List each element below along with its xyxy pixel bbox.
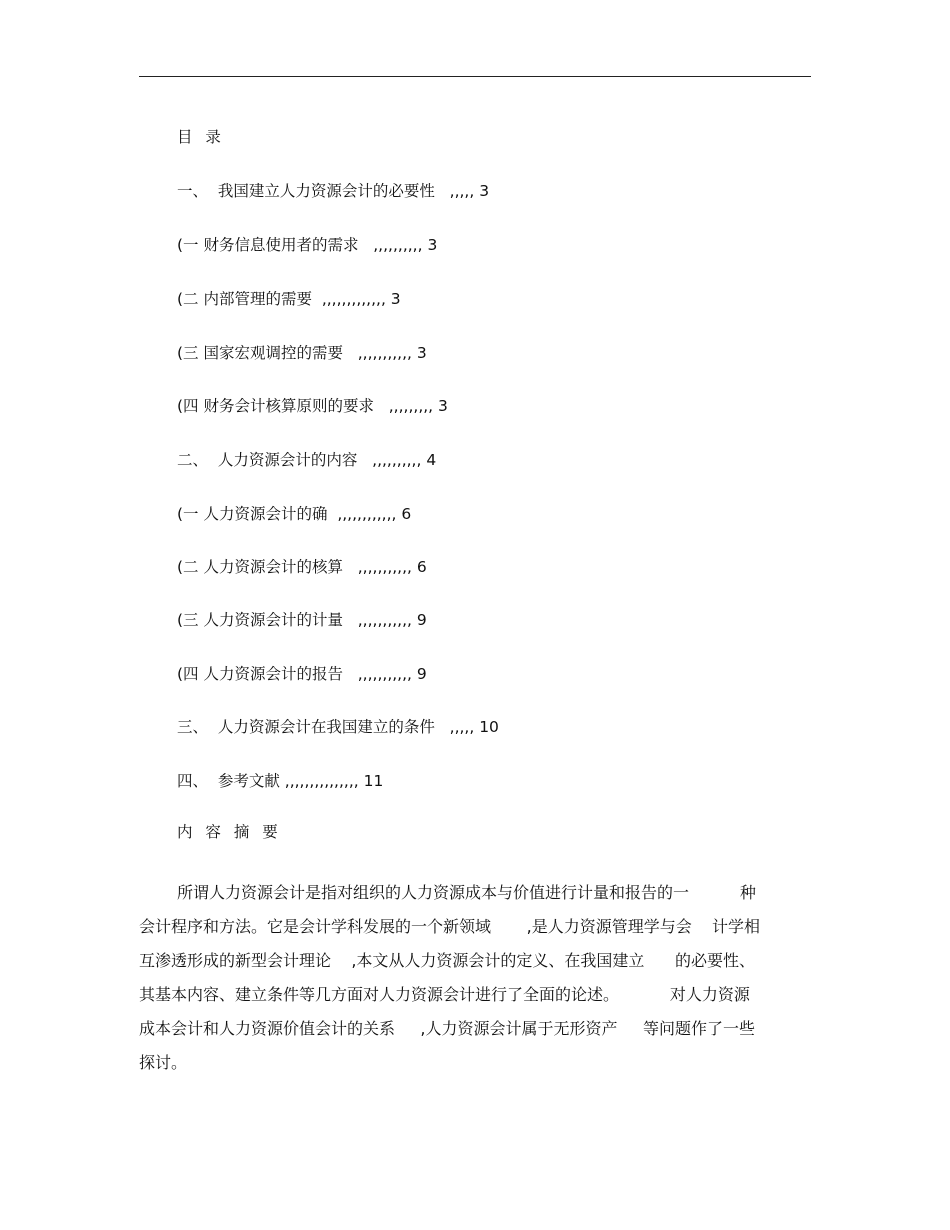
toc-heading: 目 录 — [177, 128, 225, 146]
toc-entry: (一 人力资源会计的确 ,,,,,,,,,,,, 6 — [177, 505, 412, 523]
abstract-heading: 内 容 摘 要 — [177, 823, 282, 841]
toc-entry: (一 财务信息使用者的需求 ,,,,,,,,,, 3 — [177, 236, 438, 254]
toc-entry: 四、 参考文献 ,,,,,,,,,,,,,,, 11 — [177, 772, 384, 790]
header-rule — [139, 76, 811, 77]
toc-entry: (三 人力资源会计的计量 ,,,,,,,,,,, 9 — [177, 611, 427, 629]
abstract-line: 会计程序和方法。它是会计学科发展的一个新领域 ,是人力资源管理学与会 计学相 — [139, 917, 761, 936]
abstract-line: 探讨。 — [139, 1053, 188, 1072]
toc-entry: (四 财务会计核算原则的要求 ,,,,,,,,, 3 — [177, 397, 448, 415]
toc-entry: (二 人力资源会计的核算 ,,,,,,,,,,, 6 — [177, 558, 427, 576]
toc-entry: 三、 人力资源会计在我国建立的条件 ,,,,, 10 — [177, 718, 499, 736]
toc-entry: 二、 人力资源会计的内容 ,,,,,,,,,, 4 — [177, 451, 437, 469]
toc-entry: (三 国家宏观调控的需要 ,,,,,,,,,,, 3 — [177, 344, 427, 362]
abstract-line: 互渗透形成的新型会计理论 ,本文从人力资源会计的定义、在我国建立 的必要性、 — [139, 951, 755, 970]
abstract-line: 其基本内容、建立条件等几方面对人力资源会计进行了全面的论述。 对人力资源 — [139, 985, 750, 1004]
toc-entry: 一、 我国建立人力资源会计的必要性 ,,,,, 3 — [177, 182, 490, 200]
abstract-line: 所谓人力资源会计是指对组织的人力资源成本与价值进行计量和报告的一 种 — [177, 883, 756, 902]
toc-entry: (二 内部管理的需要 ,,,,,,,,,,,,, 3 — [177, 290, 401, 308]
abstract-paragraph — [139, 876, 811, 1080]
toc-entry: (四 人力资源会计的报告 ,,,,,,,,,,, 9 — [177, 665, 427, 683]
abstract-line: 成本会计和人力资源价值会计的关系 ,人力资源会计属于无形资产 等问题作了一些 — [139, 1019, 755, 1038]
